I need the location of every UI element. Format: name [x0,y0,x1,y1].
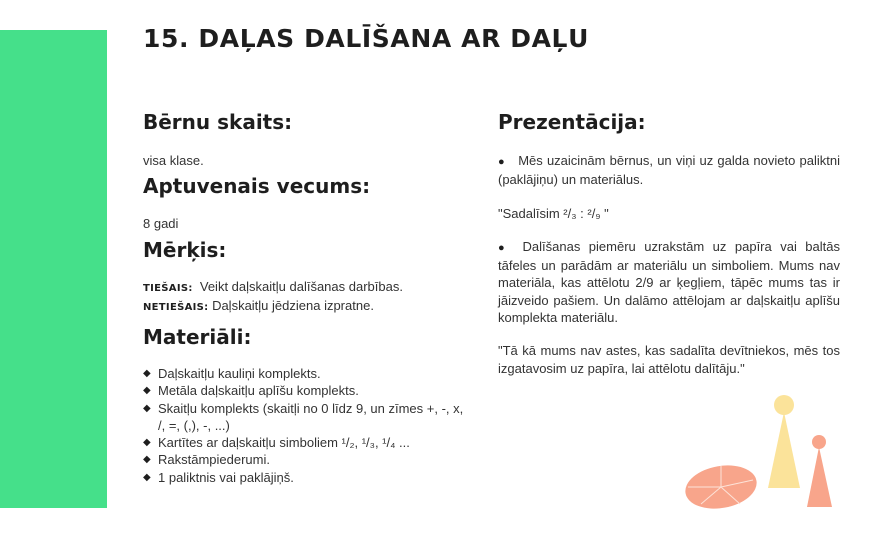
bullet-dot-icon: ● [498,241,510,254]
list-item: ◆ Skaitļu komplekts (skaitļi no 0 līdz 9, un zīmes +, -, x, /, =, (,), -, ...) [143,400,464,433]
age-heading: Aptuvenais vecums: [143,174,371,198]
list-item: ◆ 1 paliktnis vai paklājiņš. [143,469,294,485]
page-title: 15. DAĻAS DALĪŠANA AR DAĻU [143,24,589,53]
bullet-diamond-icon: ◆ [143,471,151,483]
accent-bar [0,30,107,508]
fraction-circle-illustration [682,460,760,514]
presentation-paragraph-2: "Sadalīsim ²/₃ : ²/₉ " [498,205,609,221]
children-count-value: visa klase. [143,153,204,168]
list-item: ◆ Metāla daļskaitļu aplīšu komplekts. [143,383,359,399]
presentation-paragraph-3: ● Dalīšanas piemēru uzrakstām uz papīra vai baltās tāfeles un parādām ar materiālu un simboliem. Mums nav materiāla, kas attēlotu 2/9 ar ķegļiem, tāpēc mums tas ir jāizveido pašiem. Un dalāmo attēlojam ar daļskaitļu aplīšu komplekta materiālu. [498,238,840,326]
bullet-diamond-icon: ◆ [143,385,151,397]
bullet-diamond-icon: ◆ [143,402,151,414]
goal-indirect-text: Daļskaitļu jēdziena izpratne. [212,298,374,313]
right-column [498,108,840,377]
presentation-paragraph-4: "Tā kā mums nav astes, kas sadalīta devītniekos, mēs tos izgatavosim uz papīra, lai attēlotu dalītāju." [498,343,840,376]
goal-direct [143,278,473,297]
bullet-dot-icon: ● [498,156,506,168]
age-value: 8 gadi [143,216,179,231]
list-item: ◆ Kartītes ar daļskaitļu simboliem ¹/₂, ¹/₃, ¹/₄ ... [143,435,410,451]
goal-indirect-label: NETIEŠAIS: [143,302,209,313]
materials-list [143,365,473,486]
bullet-diamond-icon: ◆ [143,454,151,466]
materials-heading: Materiāli: [143,325,252,349]
children-count-heading: Bērnu skaits: [143,110,293,134]
bullet-diamond-icon: ◆ [143,437,151,449]
list-item: ◆ Daļskaitļu kauliņi komplekts. [143,366,321,381]
goal-direct-text: Veikt daļskaitļu dalīšanas darbības. [199,279,403,294]
cone-figures-illustration [768,395,832,507]
goal-heading: Mērķis: [143,238,227,262]
presentation-heading: Prezentācija: [498,110,646,134]
bullet-diamond-icon: ◆ [143,368,151,379]
left-column [143,108,473,486]
goal-direct-label: TIEŠAIS: [143,283,193,294]
presentation-paragraph-1: ● Mēs uzaicinām bērnus, un viņi uz galda novieto paliktni (paklājiņu) un materiālus. [498,153,840,188]
goal-indirect [143,297,473,316]
montessori-materials-illustration [680,390,840,515]
list-item: ◆ Rakstāmpiederumi. [143,452,270,468]
